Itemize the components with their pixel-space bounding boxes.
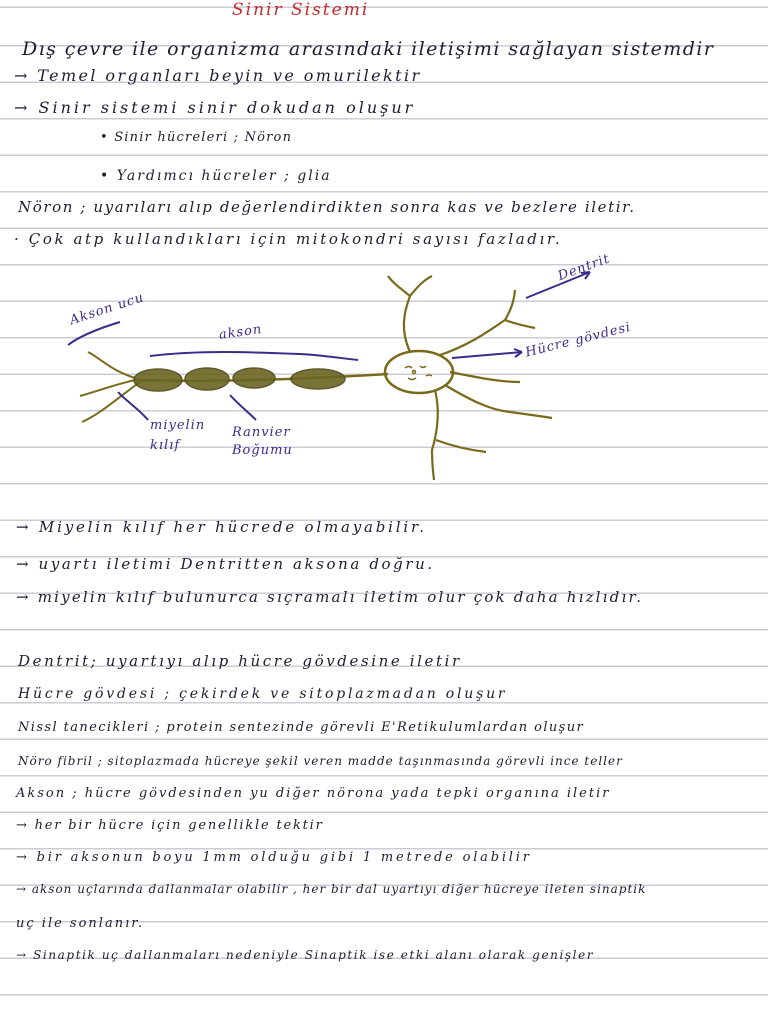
- label-akson: akson: [218, 321, 264, 343]
- line-19: uç ile sonlanır.: [16, 916, 145, 931]
- line-15: Akson ; hücre gövdesinden yu diğer nörona yada tepki organına iletir: [16, 786, 611, 801]
- axon-terminals: [80, 352, 140, 422]
- page-title: Sinir Sistemi: [232, 0, 370, 20]
- line-3: → Sinir sistemi sinir dokudan oluşur: [14, 98, 416, 117]
- label-akson-ucu: Akson ucu: [68, 290, 147, 329]
- annotation-lines: [68, 272, 590, 420]
- line-18: → akson uçlarında dallanmalar olabilir , her bir dal uyartıyı diğer hücreye ileten sinaptik: [16, 882, 647, 896]
- line-16: → her bir hücre için genellikle tektir: [16, 818, 324, 833]
- line-11: Dentrit; uyartıyı alıp hücre gövdesine iletir: [18, 652, 462, 670]
- line-5: • Yardımcı hücreler ; glia: [100, 168, 332, 184]
- line-1: Dış çevre ile organizma arasındaki iletişimi sağlayan sistemdir: [22, 38, 715, 60]
- label-miyelin-kilif: miyelin kılıf: [150, 418, 206, 453]
- label-dentrit: Dentrit: [556, 251, 613, 285]
- line-12: Hücre gövdesi ; çekirdek ve sitoplazmadan oluşur: [18, 686, 508, 702]
- line-7: · Çok atp kullandıkları için mitokondri sayısı fazladır.: [14, 230, 563, 248]
- label-hucre-govdesi: Hücre gövdesi: [524, 319, 633, 361]
- myelin-sheath: [134, 368, 345, 391]
- nucleus-marks: [405, 366, 432, 380]
- line-4: • Sinir hücreleri ; Nöron: [100, 130, 293, 145]
- line-13: Nissl tanecikleri ; protein sentezinde görevli E'Retikulumlardan oluşur: [18, 720, 585, 735]
- line-14: Nöro fibril ; sitoplazmada hücreye şekil veren madde taşınmasında görevli ince teller: [18, 754, 623, 768]
- dendrites: [388, 276, 552, 480]
- line-20: → Sinaptik uç dallanmaları nedeniyle Sinaptik ise etki alanı olarak genişler: [16, 948, 595, 962]
- line-2: → Temel organları beyin ve omurilektir: [14, 66, 422, 85]
- line-6: Nöron ; uyarıları alıp değerlendirdikten sonra kas ve bezlere iletir.: [18, 198, 636, 216]
- line-10: → miyelin kılıf bulunurca sıçramalı iletim olur çok daha hızlıdır.: [16, 588, 644, 606]
- line-8: → Miyelin kılıf her hücrede olmayabilir.: [16, 518, 427, 536]
- cell-body: [385, 351, 453, 393]
- label-ranvier-bogumu: Ranvier Boğumu: [232, 425, 293, 458]
- line-17: → bir aksonun boyu 1mm olduğu gibi 1 metrede olabilir: [16, 850, 532, 865]
- line-9: → uyartı iletimi Dentritten aksona doğru.: [16, 555, 435, 573]
